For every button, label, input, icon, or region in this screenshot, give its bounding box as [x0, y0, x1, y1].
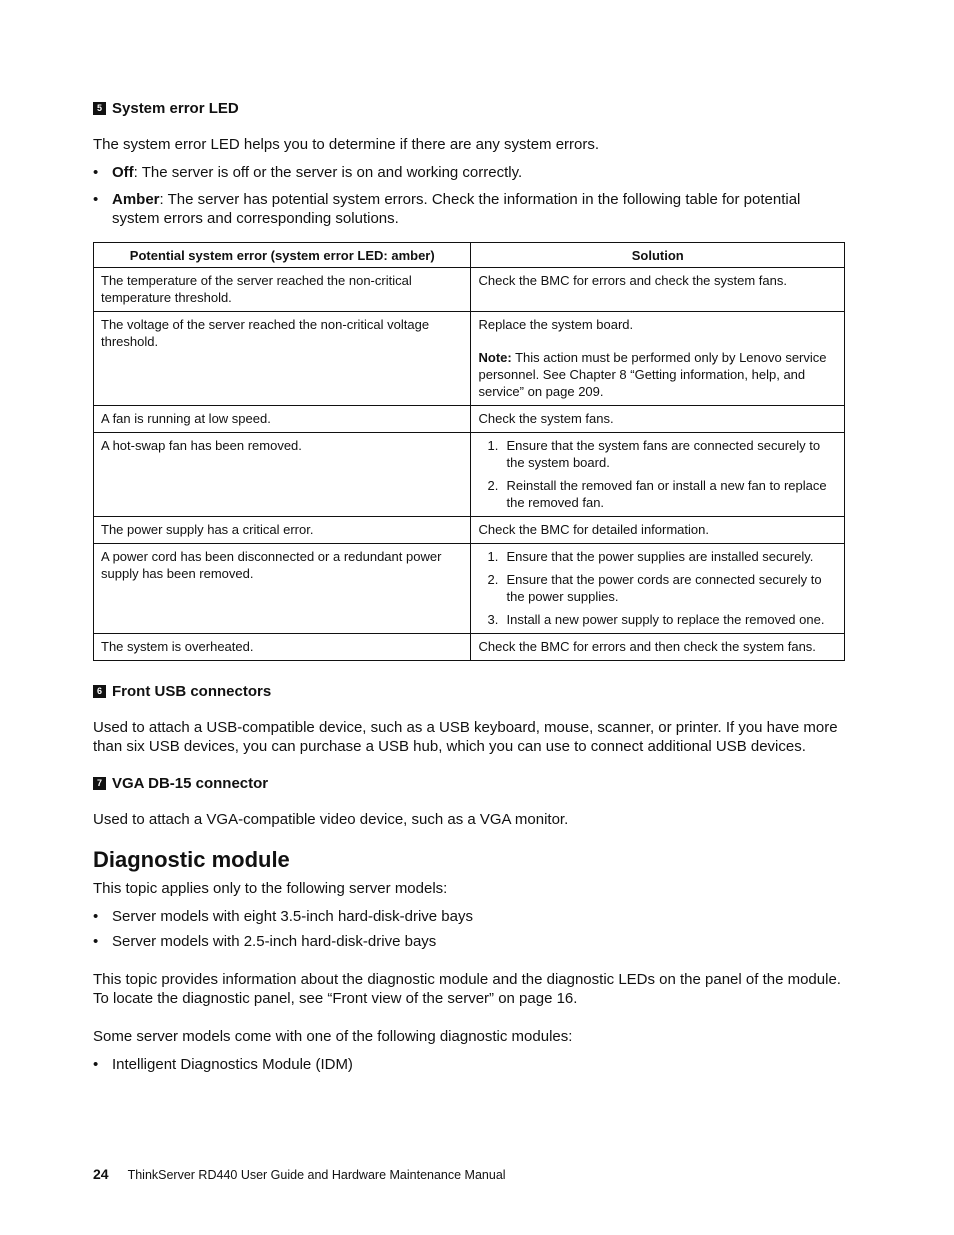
error-cell: A power cord has been disconnected or a redundant power supply has been removed. [94, 544, 471, 634]
solution-steps [478, 548, 837, 628]
led-state-term: Off [112, 164, 134, 181]
diagnostic-paragraph: This topic provides information about the diagnostic module and the diagnostic LEDs on the panel of the module. To locate the diagnostic panel, see “Front view of the server” on page 16. [93, 971, 841, 1007]
solution-cell [471, 312, 845, 406]
solution-cell: Check the BMC for errors and then check the system fans. [471, 634, 845, 661]
error-cell: The power supply has a critical error. [94, 517, 471, 544]
solution-cell: Check the system fans. [471, 406, 845, 433]
step-item: 2. Reinstall the removed fan or install a new fan to replace the removed fan. [487, 478, 827, 510]
error-cell: The system is overheated. [94, 634, 471, 661]
error-cell: The voltage of the server reached the non-critical voltage threshold. [94, 312, 471, 406]
vga-description: Used to attach a VGA-compatible video device, such as a VGA monitor. [93, 811, 569, 828]
topic-title: Diagnostic module [93, 847, 290, 872]
list-item: • Server models with 2.5-inch hard-disk-drive bays [93, 932, 845, 951]
column-header-error: Potential system error (system error LED: amber) [94, 243, 471, 268]
list-item: • Amber: The server has potential system errors. Check the information in the following table for potential system errors and corresponding solutions. [93, 190, 845, 228]
note-label: Note: [478, 350, 512, 365]
solution-cell: Check the BMC for detailed information. [471, 517, 845, 544]
page-content [93, 100, 845, 1074]
list-item: • Off: The server is off or the server is on and working correctly. [93, 163, 845, 182]
step-item: 3. Install a new power supply to replace the removed one. [487, 612, 825, 627]
step-item: 1. Ensure that the system fans are connected securely to the system board. [487, 438, 821, 470]
callout-badge: 6 [93, 685, 106, 698]
error-cell: A fan is running at low speed. [94, 406, 471, 433]
system-error-table [93, 242, 845, 661]
diagnostic-paragraph: Some server models come with one of the following diagnostic modules: [93, 1028, 573, 1045]
list-item: • Intelligent Diagnostics Module (IDM) [93, 1055, 845, 1074]
diagnostic-intro: This topic applies only to the following server models: [93, 880, 448, 897]
error-cell: The temperature of the server reached the non-critical temperature threshold. [94, 268, 471, 312]
solution-steps [478, 437, 837, 511]
solution-cell [471, 544, 845, 634]
solution-cell: Check the BMC for errors and check the system fans. [471, 268, 845, 312]
section-heading-system-error-led [93, 100, 845, 117]
table-row [94, 268, 845, 312]
step-item: 1. Ensure that the power supplies are installed securely. [487, 549, 814, 564]
led-state-list [93, 163, 845, 228]
table-row [94, 517, 845, 544]
note-text: This action must be performed only by Lenovo service personnel. See Chapter 8 “Getting information, help, and service” on page 209. [478, 350, 827, 399]
document-title: ThinkServer RD440 User Guide and Hardware Maintenance Manual [127, 1168, 506, 1182]
section-title: VGA DB-15 connector [112, 775, 269, 792]
table-row [94, 544, 845, 634]
section-title: Front USB connectors [112, 683, 272, 700]
callout-badge: 5 [93, 102, 106, 115]
callout-badge: 7 [93, 777, 106, 790]
section-title: System error LED [112, 100, 239, 117]
page-footer [93, 1166, 506, 1182]
step-item: 2. Ensure that the power cords are connected securely to the power supplies. [487, 572, 822, 604]
diagnostic-module-list [93, 1055, 845, 1074]
note [478, 349, 837, 400]
led-intro: The system error LED helps you to determine if there are any system errors. [93, 136, 600, 153]
table-row [94, 634, 845, 661]
table-row [94, 406, 845, 433]
led-state-term: Amber [112, 191, 160, 208]
solution-text: Replace the system board. [478, 317, 634, 332]
list-item: • Server models with eight 3.5-inch hard-disk-drive bays [93, 907, 845, 926]
section-heading-front-usb [93, 683, 845, 700]
solution-cell [471, 433, 845, 517]
section-heading-vga [93, 775, 845, 792]
server-model-list [93, 907, 845, 951]
table-header-row [94, 243, 845, 268]
column-header-solution: Solution [471, 243, 845, 268]
page-number: 24 [93, 1166, 109, 1182]
usb-description: Used to attach a USB-compatible device, such as a USB keyboard, mouse, scanner, or printer. If you have more than six USB devices, you can purchase a USB hub, which you can use to connect additional USB devices. [93, 719, 838, 755]
table-row [94, 433, 845, 517]
table-row [94, 312, 845, 406]
error-cell: A hot-swap fan has been removed. [94, 433, 471, 517]
